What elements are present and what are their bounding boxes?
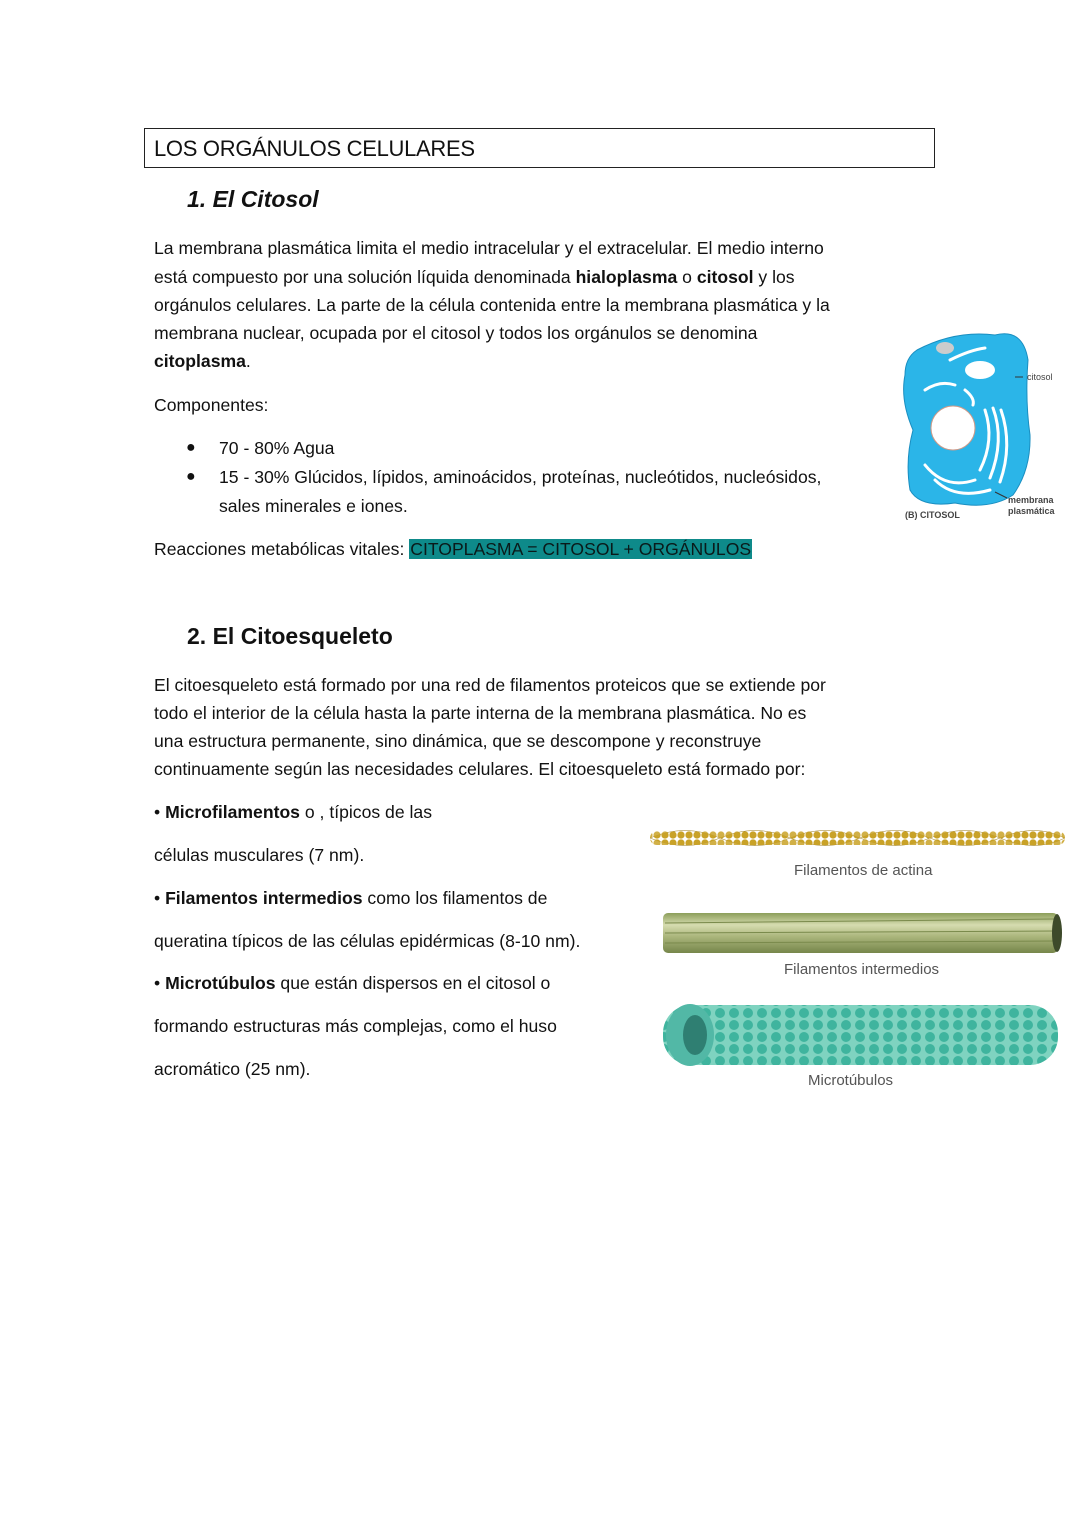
list-item: • Microfilamentos o , típicos de las [154,802,433,822]
bold-term: Filamentos intermedios [165,888,363,908]
list-item: 70 - 80% Agua [219,438,335,458]
text-line: La membrana plasmática limita el medio intracelular y el extracelular. El medio interno [154,238,824,258]
title-box [144,128,935,168]
list-item: sales minerales e iones. [219,496,408,516]
text-line: células musculares (7 nm). [154,845,365,865]
bold-term: hialoplasma [575,267,678,287]
actin-filament [650,831,1065,846]
bullet-icon: ● [186,439,196,456]
text-line: orgánulos celulares. La parte de la célula contenida entre la membrana plasmática y la [154,295,830,315]
bold-term: citosol [696,267,754,287]
reactions-line [154,538,752,560]
text: o , típicos de las [299,802,433,822]
text: Reacciones metabólicas vitales: [154,539,410,559]
caption-microtubules: Microtúbulos [808,1072,894,1089]
text: y los [753,267,795,287]
text: que están dispersos en el citosol o [275,973,551,993]
list-item: 15 - 30% Glúcidos, lípidos, aminoácidos, proteínas, nucleótidos, nucleósidos, [219,467,822,487]
cytosol-figure [895,320,1065,525]
label-plasmatica: plasmática [1008,506,1055,516]
cytoskeleton-figure [645,815,1070,1095]
text: o [677,267,697,287]
text-line: queratina típicos de las células epidérmicas (8-10 nm). [154,931,581,951]
bold-term: Microtúbulos [165,973,276,993]
label-citosol: citosol [1027,372,1053,382]
components-label: Componentes: [154,395,269,415]
bold-term: Microfilamentos [165,802,300,822]
microtubule [663,1004,1058,1066]
text: como los filamentos de [362,888,548,908]
filaments-diagram [645,815,1070,1095]
section2-heading: 2. El Citoesqueleto [187,623,393,649]
list-item: • Filamentos intermedios como los filamentos de [154,888,548,908]
bold-term: citoplasma [154,351,246,371]
text-line: membrana nuclear, ocupada por el citosol y todos los orgánulos se denomina [154,323,758,343]
label-membrana: membrana [1008,495,1054,505]
highlighted-formula: CITOPLASMA = CITOSOL + ORGÁNULOS [410,539,752,559]
figure-caption: (B) CITOSOL [905,510,960,520]
section1-heading: 1. El Citosol [187,186,319,212]
list-item: • Microtúbulos que están dispersos en el citosol o [154,973,551,993]
intermediate-filament [663,913,1062,953]
text: . [245,351,251,371]
text: está compuesto por una solución líquida denominada [154,267,576,287]
text-line [154,266,795,288]
text-line: acromático (25 nm). [154,1059,311,1079]
text-line: todo el interior de la célula hasta la parte interna de la membrana plasmática. No es [154,703,807,723]
text-line: El citoesqueleto está formado por una red de filamentos proteicos que se extiende por [154,675,826,695]
caption-actin: Filamentos de actina [794,862,933,879]
caption-intermediate: Filamentos intermedios [784,961,940,978]
text-line: formando estructuras más complejas, como el huso [154,1016,557,1036]
page-title: LOS ORGÁNULOS CELULARES [154,136,475,161]
text-line: una estructura permanente, sino dinámica, que se descompone y reconstruye [154,731,762,751]
text-line: continuamente según las necesidades celulares. El citoesqueleto está formado por: [154,759,806,779]
text-line [154,350,251,372]
bullet-icon: ● [186,468,196,485]
